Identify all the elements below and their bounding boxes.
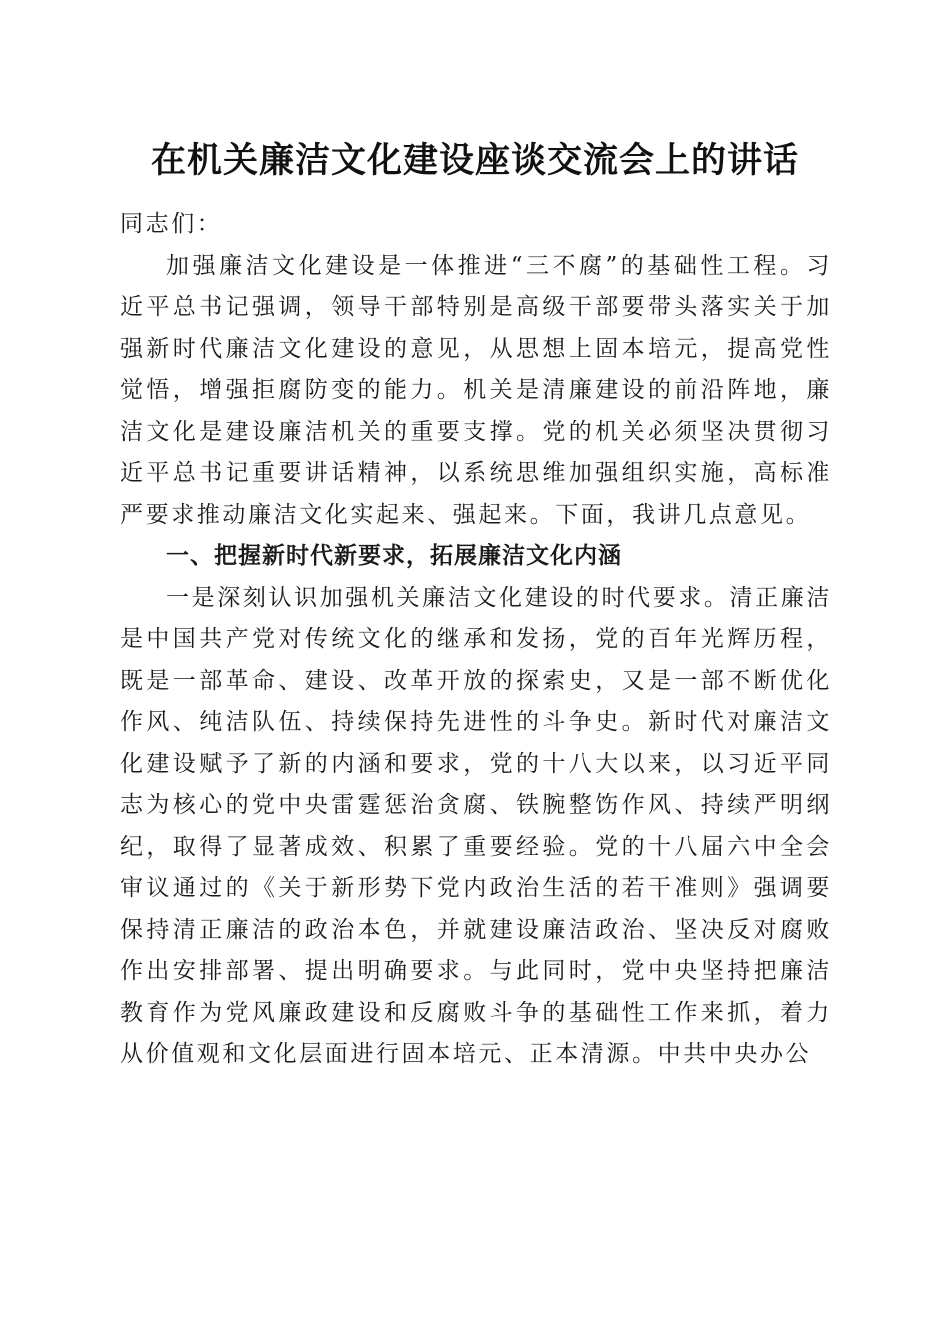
section-heading-1: 一、把握新时代新要求，拓展廉洁文化内涵	[166, 543, 622, 569]
document-title: 在机关廉洁文化建设座谈交流会上的讲话	[150, 140, 799, 181]
salutation: 同志们：	[120, 211, 223, 237]
intro-paragraph: 加强廉洁文化建设是一体推进“三不腐”的基础性工程。习近平总书记强调，领导干部特别是高级干部要带头落实关于加强新时代廉洁文化建设的意见，从思想上固本培元，提高党性觉悟，增强拒腐防变的能力。机关是清廉建设的前沿阵地，廉洁文化是建设廉洁机关的重要支撑。党的机关必须坚决贯彻习近平总书记重要讲话精神，以系统思维加强组织实施，高标准严要求推动廉洁文化实起来、强起来。下面，我讲几点意见。	[120, 252, 832, 528]
section-1-paragraph: 一是深刻认识加强机关廉洁文化建设的时代要求。清正廉洁是中国共产党对传统文化的继承和发扬，党的百年光辉历程，既是一部革命、建设、改革开放的探索史，又是一部不断优化作风、纯洁队伍、持续保持先进性的斗争史。新时代对廉洁文化建设赋予了新的内涵和要求，党的十八大以来，以习近平同志为核心的党中央雷霆惩治贪腐、铁腕整饬作风、持续严明纲纪，取得了显著成效、积累了重要经验。党的十八届六中全会审议通过的《关于新形势下党内政治生活的若干准则》强调要保持清正廉洁的政治本色，并就建设廉洁政治、坚决反对腐败作出安排部署、提出明确要求。与此同时，党中央坚持把廉洁教育作为党风廉政建设和反腐败斗争的基础性工作来抓，着力从价值观和文化层面进行固本培元、正本清源。中共中央办公	[120, 584, 832, 1067]
document-body	[120, 204, 832, 1076]
